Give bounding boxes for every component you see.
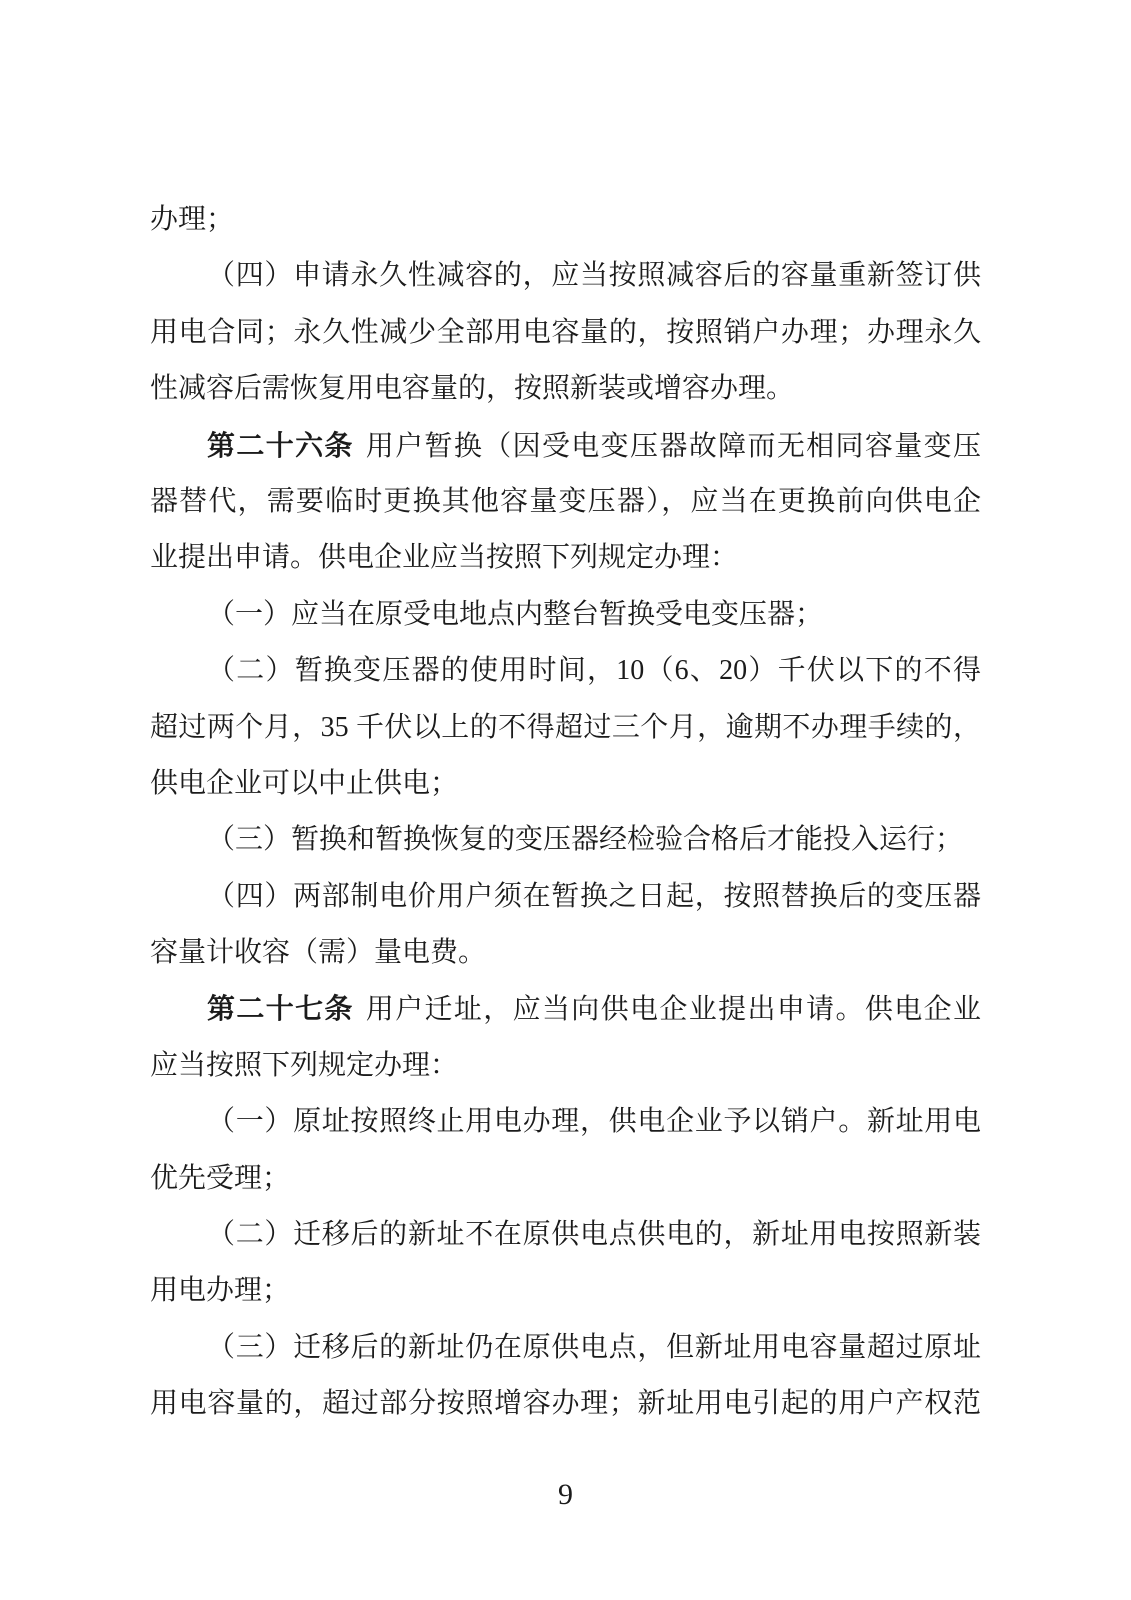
text-line: [150, 869, 981, 925]
line-text: 容量计收容（需）量电费。: [150, 937, 487, 969]
line-text: 用户迁址，应当向供电企业提出申请。供电企业: [365, 994, 981, 1026]
article-number: 第二十七条: [207, 993, 354, 1025]
line-text: 器替代，需要临时更换其他容量变压器），应当在更换前向供电企: [150, 485, 981, 517]
line-text: 超过两个月，35 千伏以上的不得超过三个月，逾期不办理手续的，: [150, 711, 981, 743]
text-line: [150, 587, 981, 643]
line-text: 优先受理；: [150, 1162, 291, 1194]
text-line: [150, 1151, 981, 1207]
line-text: （四）申请永久性减容的，应当按照减容后的容量重新签订供: [207, 260, 981, 292]
text-line: [150, 248, 981, 304]
text-line: [150, 361, 981, 417]
line-text: 供电企业可以中止供电；: [150, 767, 459, 799]
line-text: 应当按照下列规定办理：: [150, 1049, 459, 1081]
text-line: [150, 1376, 981, 1432]
text-line: [150, 925, 981, 981]
line-text: （一）原址按照终止用电办理，供电企业予以销户。新址用电: [207, 1106, 981, 1138]
text-line: [150, 1207, 981, 1263]
text-line: [150, 305, 981, 361]
page-number: 9: [558, 1478, 573, 1511]
line-text: （二）暂换变压器的使用时间，10（6、20）千伏以下的不得: [207, 655, 981, 687]
text-line: [150, 756, 981, 812]
text-line: [150, 192, 981, 248]
text-line: [150, 981, 981, 1037]
text-line: [150, 1038, 981, 1094]
text-line: [150, 812, 981, 868]
line-text: （三）迁移后的新址仍在原供电点，但新址用电容量超过原址: [207, 1331, 981, 1363]
text-line: [150, 530, 981, 586]
document-lines: [150, 192, 981, 1433]
line-text: （一）应当在原受电地点内整台暂换受电变压器；: [207, 598, 824, 630]
text-line: [150, 1094, 981, 1150]
line-text: （三）暂换和暂换恢复的变压器经检验合格后才能投入运行；: [207, 824, 964, 856]
text-line: [150, 643, 981, 699]
line-text: 办理；: [150, 204, 235, 235]
line-text: 用电合同；永久性减少全部用电容量的，按照销户办理；办理永久: [150, 316, 981, 348]
line-text: （四）两部制电价用户须在暂换之日起，按照替换后的变压器: [207, 880, 981, 912]
text-line: [150, 1320, 981, 1376]
line-text: 用电容量的，超过部分按照增容办理；新址用电引起的用户产权范: [150, 1388, 981, 1420]
line-text: 业提出申请。供电企业应当按照下列规定办理：: [150, 542, 739, 574]
article-number: 第二十六条: [207, 429, 354, 461]
text-line: [150, 474, 981, 530]
line-text: （二）迁移后的新址不在原供电点供电的，新址用电按照新装: [207, 1219, 981, 1251]
line-text: 用户暂换（因受电变压器故障而无相同容量变压: [365, 430, 981, 462]
text-line: [150, 1263, 981, 1319]
text-line: [150, 700, 981, 756]
line-text: 用电办理；: [150, 1275, 291, 1307]
line-text: 性减容后需恢复用电容量的，按照新装或增容办理。: [150, 373, 795, 405]
text-line: [150, 418, 981, 474]
